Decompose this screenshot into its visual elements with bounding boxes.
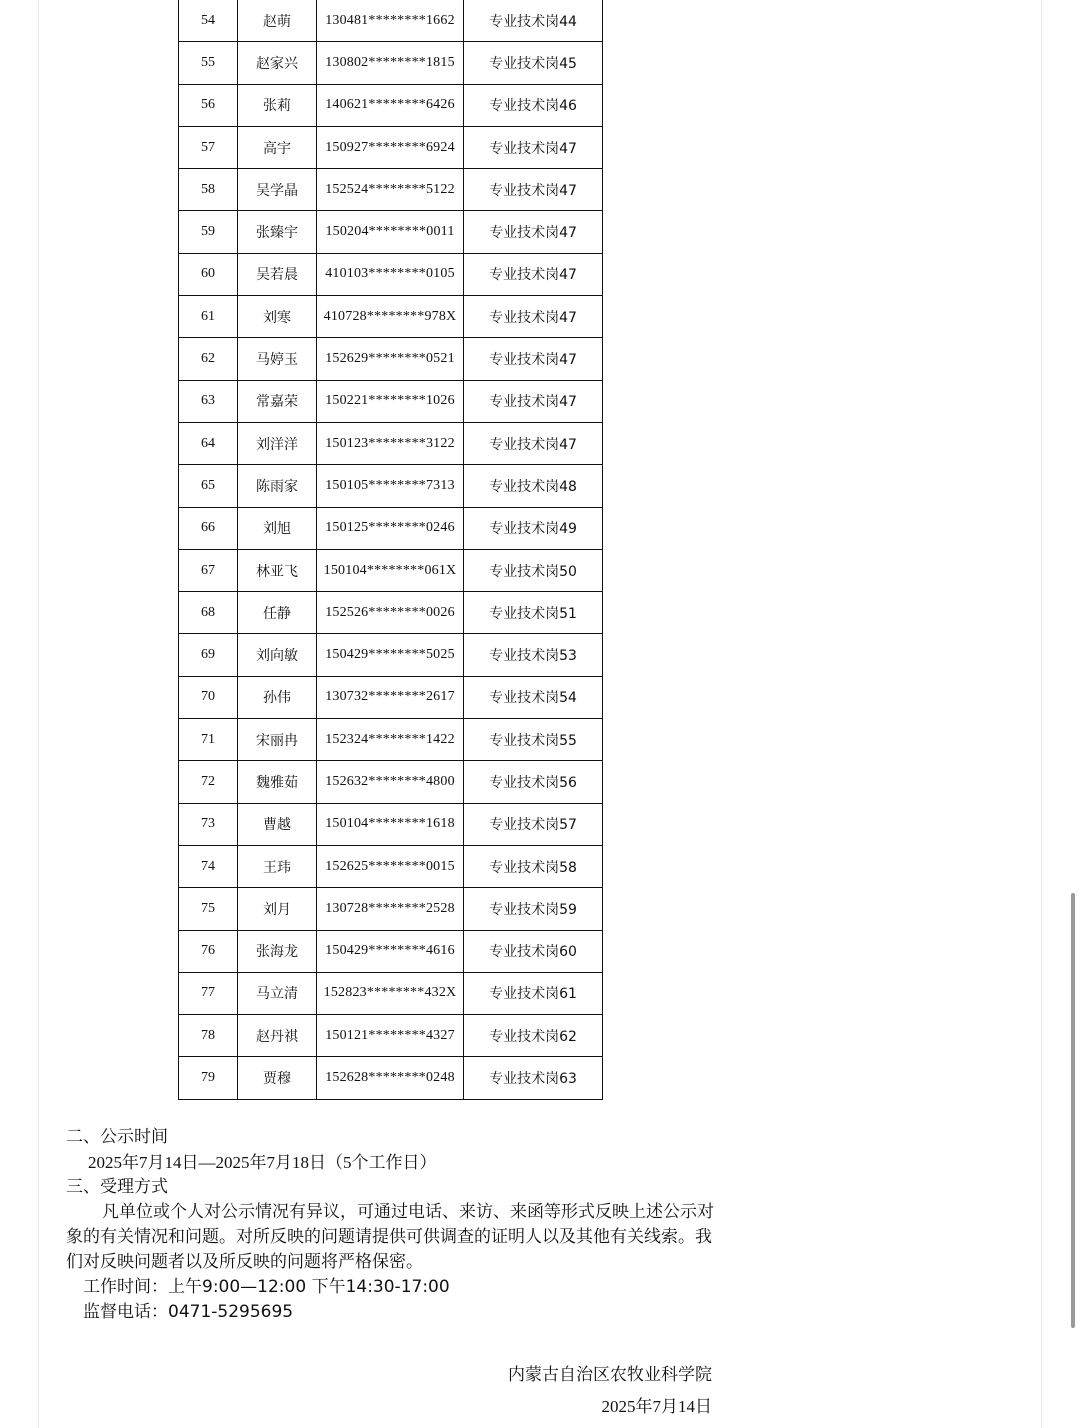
position-name: 专业技术岗61 [464,972,603,1014]
position-name: 专业技术岗55 [464,719,603,761]
position-name: 专业技术岗44 [464,0,603,42]
candidate-name: 魏雅茹 [238,761,317,803]
row-number: 68 [179,592,238,634]
id-number: 130481********1662 [317,0,464,42]
notice-text [66,1125,726,1325]
candidate-name: 吴学晶 [238,169,317,211]
position-name: 专业技术岗60 [464,930,603,972]
table-row [179,972,603,1014]
candidate-name: 常嘉荣 [238,380,317,422]
row-number: 66 [179,507,238,549]
position-name: 专业技术岗63 [464,1057,603,1099]
id-number: 152629********0521 [317,338,464,380]
row-number: 70 [179,676,238,718]
table-row [179,0,603,42]
row-number: 77 [179,972,238,1014]
position-name: 专业技术岗47 [464,169,603,211]
work-hours: 工作时间：上午9:00—12:00 下午14:30-17:00 [83,1277,450,1297]
table-row [179,1057,603,1099]
issue-date: 2025年7月14日 [601,1397,712,1416]
row-number: 74 [179,845,238,887]
position-name: 专业技术岗47 [464,296,603,338]
id-number: 150221********1026 [317,380,464,422]
id-number: 130732********2617 [317,676,464,718]
position-name: 专业技术岗58 [464,845,603,887]
position-name: 专业技术岗46 [464,84,603,126]
table-row [179,338,603,380]
position-name: 专业技术岗59 [464,888,603,930]
table-row [179,592,603,634]
table-row [179,211,603,253]
id-number: 150125********0246 [317,507,464,549]
position-name: 专业技术岗49 [464,507,603,549]
id-number: 152625********0015 [317,845,464,887]
row-number: 62 [179,338,238,380]
candidate-name: 王玮 [238,845,317,887]
row-number: 67 [179,549,238,591]
candidate-name: 陈雨家 [238,465,317,507]
position-name: 专业技术岗47 [464,380,603,422]
row-number: 59 [179,211,238,253]
page-edge-right [1041,0,1042,1428]
row-number: 61 [179,296,238,338]
id-number: 152524********5122 [317,169,464,211]
id-number: 150927********6924 [317,126,464,168]
position-name: 专业技术岗57 [464,803,603,845]
row-number: 64 [179,422,238,464]
row-number: 55 [179,42,238,84]
id-number: 410103********0105 [317,253,464,295]
row-number: 56 [179,84,238,126]
candidate-name: 刘洋洋 [238,422,317,464]
row-number: 78 [179,1015,238,1057]
id-number: 130728********2528 [317,888,464,930]
section3-heading: 三、受理方式 [66,1177,168,1197]
candidate-name: 孙伟 [238,676,317,718]
section2-heading: 二、公示时间 [66,1127,168,1147]
row-number: 73 [179,803,238,845]
table-row [179,42,603,84]
table-row [179,803,603,845]
table-row [179,169,603,211]
id-number: 152823********432X [317,972,464,1014]
candidate-name: 刘旭 [238,507,317,549]
row-number: 58 [179,169,238,211]
candidate-name: 赵家兴 [238,42,317,84]
row-number: 71 [179,719,238,761]
position-name: 专业技术岗50 [464,549,603,591]
table-row [179,845,603,887]
id-number: 150121********4327 [317,1015,464,1057]
candidate-name: 宋丽冉 [238,719,317,761]
row-number: 54 [179,0,238,42]
page-edge-left [38,0,39,1428]
candidate-name: 赵萌 [238,0,317,42]
id-number: 150104********061X [317,549,464,591]
table-row [179,253,603,295]
row-number: 63 [179,380,238,422]
issuing-organization: 内蒙古自治区农牧业科学院 [508,1365,712,1385]
table-row [179,676,603,718]
position-name: 专业技术岗48 [464,465,603,507]
candidate-name: 刘向敏 [238,634,317,676]
row-number: 72 [179,761,238,803]
row-number: 57 [179,126,238,168]
id-number: 150429********4616 [317,930,464,972]
position-name: 专业技术岗53 [464,634,603,676]
id-number: 130802********1815 [317,42,464,84]
row-number: 65 [179,465,238,507]
candidate-name: 贾穆 [238,1057,317,1099]
candidate-name: 吴若晨 [238,253,317,295]
id-number: 152632********4800 [317,761,464,803]
candidate-name: 赵丹祺 [238,1015,317,1057]
position-name: 专业技术岗47 [464,211,603,253]
candidate-name: 高宇 [238,126,317,168]
table-row [179,422,603,464]
id-number: 150104********1618 [317,803,464,845]
candidate-name: 张臻宇 [238,211,317,253]
id-number: 152628********0248 [317,1057,464,1099]
scrollbar[interactable] [1071,893,1075,1328]
id-number: 410728********978X [317,296,464,338]
table-row [179,888,603,930]
table-row [179,296,603,338]
id-number: 152526********0026 [317,592,464,634]
candidate-name: 张海龙 [238,930,317,972]
candidate-table-body [179,0,603,1099]
row-number: 76 [179,930,238,972]
row-number: 69 [179,634,238,676]
table-row [179,719,603,761]
candidate-name: 马立清 [238,972,317,1014]
table-row [179,84,603,126]
id-number: 150123********3122 [317,422,464,464]
table-row [179,761,603,803]
feedback-paragraph: 凡单位或个人对公示情况有异议，可通过电话、来访、来函等形式反映上述公示对象的有关情况和问题。对所反映的问题请提供可供调查的证明人以及其他有关线索。我们对反映问题者以及所反映的问题将严格保密。 [66,1202,714,1272]
table-row [179,930,603,972]
position-name: 专业技术岗47 [464,422,603,464]
supervision-phone: 监督电话：0471-5295695 [83,1302,294,1322]
row-number: 60 [179,253,238,295]
row-number: 79 [179,1057,238,1099]
table-row [179,549,603,591]
candidate-name: 马婷玉 [238,338,317,380]
candidate-name: 任静 [238,592,317,634]
id-number: 152324********1422 [317,719,464,761]
table-row [179,1015,603,1057]
table-row [179,507,603,549]
candidate-name: 曹越 [238,803,317,845]
id-number: 140621********6426 [317,84,464,126]
position-name: 专业技术岗62 [464,1015,603,1057]
candidate-name: 刘月 [238,888,317,930]
position-name: 专业技术岗56 [464,761,603,803]
candidate-name: 张莉 [238,84,317,126]
position-name: 专业技术岗47 [464,126,603,168]
position-name: 专业技术岗45 [464,42,603,84]
position-name: 专业技术岗47 [464,338,603,380]
table-row [179,126,603,168]
position-name: 专业技术岗51 [464,592,603,634]
publicity-period: 2025年7月14日—2025年7月18日（5个工作日） [88,1153,437,1172]
id-number: 150105********7313 [317,465,464,507]
row-number: 75 [179,888,238,930]
candidate-name: 刘寒 [238,296,317,338]
position-name: 专业技术岗54 [464,676,603,718]
id-number: 150429********5025 [317,634,464,676]
table-row [179,380,603,422]
table-row [179,465,603,507]
candidate-name: 林亚飞 [238,549,317,591]
candidate-table [178,0,603,1100]
table-row [179,634,603,676]
id-number: 150204********0011 [317,211,464,253]
position-name: 专业技术岗47 [464,253,603,295]
